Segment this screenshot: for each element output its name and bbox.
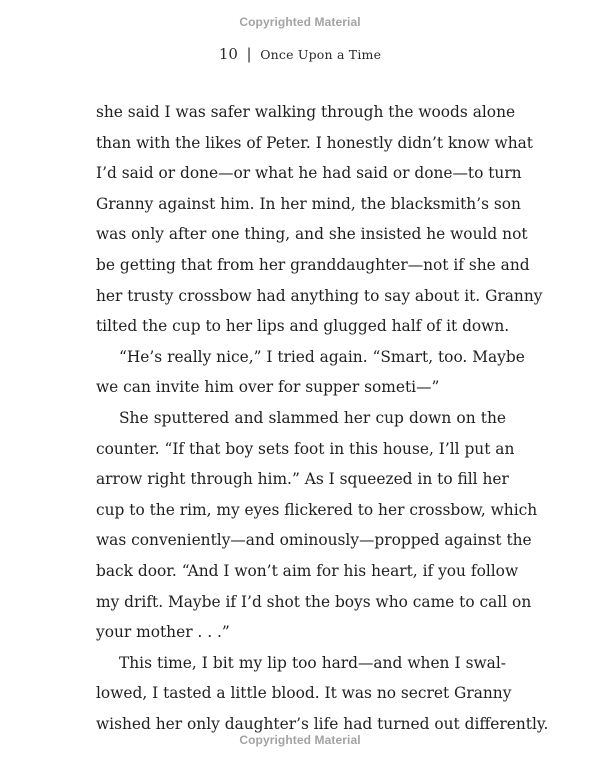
text-line: This time, I bit my lip too hard—and when I swal- <box>119 653 506 672</box>
copyright-watermark-bottom: Copyrighted Material <box>239 733 361 747</box>
text-line: I’d said or done—or what he had said or done—to turn <box>96 164 522 183</box>
text-line: arrow right through him.” As I squeezed in to fill her <box>96 470 509 489</box>
text-line: was conveniently—and ominously—propped against the <box>96 531 532 550</box>
text-line: lowed, I tasted a little blood. It was no secret Granny <box>96 684 512 703</box>
text-line: Granny against him. In her mind, the blacksmith’s son <box>96 194 521 213</box>
header-separator: | <box>246 45 252 63</box>
text-line: my drift. Maybe if I’d shot the boys who came to call on <box>96 592 532 611</box>
text-line: be getting that from her granddaughter—not if she and <box>96 255 530 274</box>
text-line: her trusty crossbow had anything to say about it. Granny <box>96 286 543 305</box>
text-line: She sputtered and slammed her cup down on the <box>119 408 506 427</box>
copyright-watermark-top: Copyrighted Material <box>239 15 361 29</box>
text-line: counter. “If that boy sets foot in this house, I’ll put an <box>96 439 515 458</box>
chapter-title: Once Upon a Time <box>260 47 382 62</box>
text-line: than with the likes of Peter. I honestly didn’t know what <box>96 133 533 152</box>
text-line: back door. “And I won’t aim for his heart, if you follow <box>96 561 519 580</box>
text-line: was only after one thing, and she insisted he would not <box>96 225 528 244</box>
text-line: cup to the rim, my eyes flickered to her crossbow, which <box>96 500 538 519</box>
text-line: we can invite him over for supper someti—” <box>96 378 440 397</box>
page-number: 10 <box>218 45 238 63</box>
text-line: “He’s really nice,” I tried again. “Smart, too. Maybe <box>119 347 525 366</box>
body-text <box>96 97 549 739</box>
text-line: wished her only daughter’s life had turned out differently. <box>96 714 549 733</box>
text-line: she said I was safer walking through the woods alone <box>96 103 516 121</box>
running-head <box>0 45 600 63</box>
text-line: your mother . . .” <box>96 623 230 642</box>
text-line: tilted the cup to her lips and glugged half of it down. <box>96 317 510 336</box>
